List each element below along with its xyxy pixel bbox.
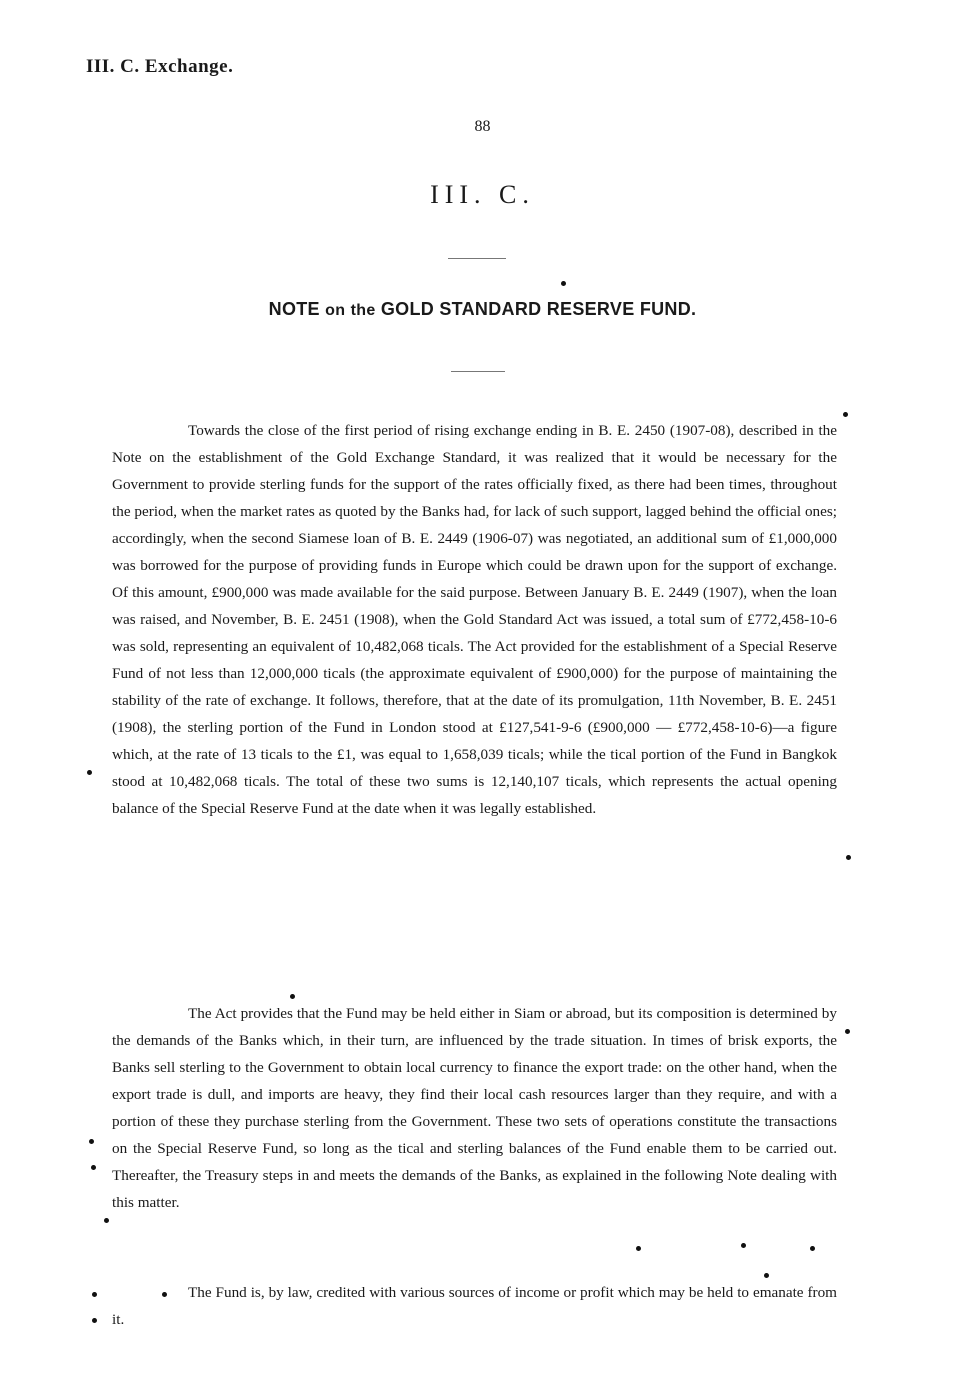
- scan-speck: [764, 1273, 769, 1278]
- section-number: III. C.: [430, 180, 535, 209]
- page-number: 88: [474, 118, 491, 135]
- scan-speck: [91, 1165, 96, 1170]
- paragraph-1: Towards the close of the first period of rising exchange ending in B. E. 2450 (1907-08), described in the Note on the establishment of the Gold Exchange Standard, it was realized that it would be necessary for the Government to provide sterling funds for the support of the rates officially fixed, as there had been times, throughout the period, when the market rates as quoted by the Banks had, for lack of such support, lagged behind the official ones; accordingly, when the second Siamese loan of B. E. 2449 (1906-07) was negotiated, an additional sum of £1,000,000 was borrowed for the purpose of providing funds in Europe which could be drawn upon for the support of exchange. Of this amount, £900,000 was made available for the said purpose. Between January B. E. 2449 (1907), when the loan was raised, and November, B. E. 2451 (1908), when the Gold Standard Act was issued, a total sum of £772,458-10-6 was sold, representing an equivalent of 10,482,068 ticals. The Act provided for the establishment of a Special Reserve Fund of not less than 12,000,000 ticals (the approximate equivalent of £900,000) for the purpose of maintaining the stability of the rate of exchange. It follows, therefore, that at the date of its promulgation, 11th November, B. E. 2451 (1908), the sterling portion of the Fund in London stood at £127,541-9-6 (£900,000 — £772,458-10-6)—a figure which, at the rate of 13 ticals to the £1, was equal to 1,658,039 ticals; while the tical portion of the Fund in Bangkok stood at 10,482,068 ticals. The total of these two sums is 12,140,107 ticals, which represents the actual opening balance of the Special Reserve Fund at the date when it was legally established.: [112, 422, 837, 817]
- scan-speck: [92, 1318, 97, 1323]
- divider-rule-top: [448, 258, 506, 259]
- divider-rule-bottom: [451, 371, 505, 372]
- scan-speck: [104, 1218, 109, 1223]
- scan-speck: [845, 1029, 850, 1034]
- title-word-note: NOTE: [268, 299, 320, 319]
- paragraph-3: The Fund is, by law, credited with various sources of income or profit which may be held to emanate from it.: [112, 1284, 837, 1328]
- scan-speck: [290, 994, 295, 999]
- page-title: [0, 299, 965, 320]
- scan-speck: [162, 1292, 167, 1297]
- scan-speck: [636, 1246, 641, 1251]
- scan-speck: [741, 1243, 746, 1248]
- scan-speck: [561, 281, 566, 286]
- title-main: GOLD STANDARD RESERVE FUND.: [380, 299, 697, 319]
- paragraph-2: The Act provides that the Fund may be held either in Siam or abroad, but its composition is determined by the demands of the Banks which, in their turn, are influenced by the trade situation. In times of brisk exports, the Banks sell sterling to the Government to obtain local currency to finance the export trade: on the other hand, when the export trade is dull, and imports are heavy, they find their local cash resources larger than they require, and with a portion of these they purchase sterling from the Government. These two sets of operations constitute the transactions on the Special Reserve Fund, so long as the tical and sterling balances of the Fund enable them to be carried out. Thereafter, the Treasury steps in and meets the demands of the Banks, as explained in the following Note dealing with this matter.: [112, 1005, 837, 1211]
- scan-speck: [89, 1139, 94, 1144]
- title-word-on: on: [325, 302, 346, 319]
- scan-speck: [846, 855, 851, 860]
- scan-speck: [810, 1246, 815, 1251]
- title-word-the: the: [350, 302, 376, 319]
- scan-speck: [87, 770, 92, 775]
- scan-speck: [843, 412, 848, 417]
- running-head: III. C. Exchange.: [86, 56, 234, 77]
- scan-speck: [92, 1292, 97, 1297]
